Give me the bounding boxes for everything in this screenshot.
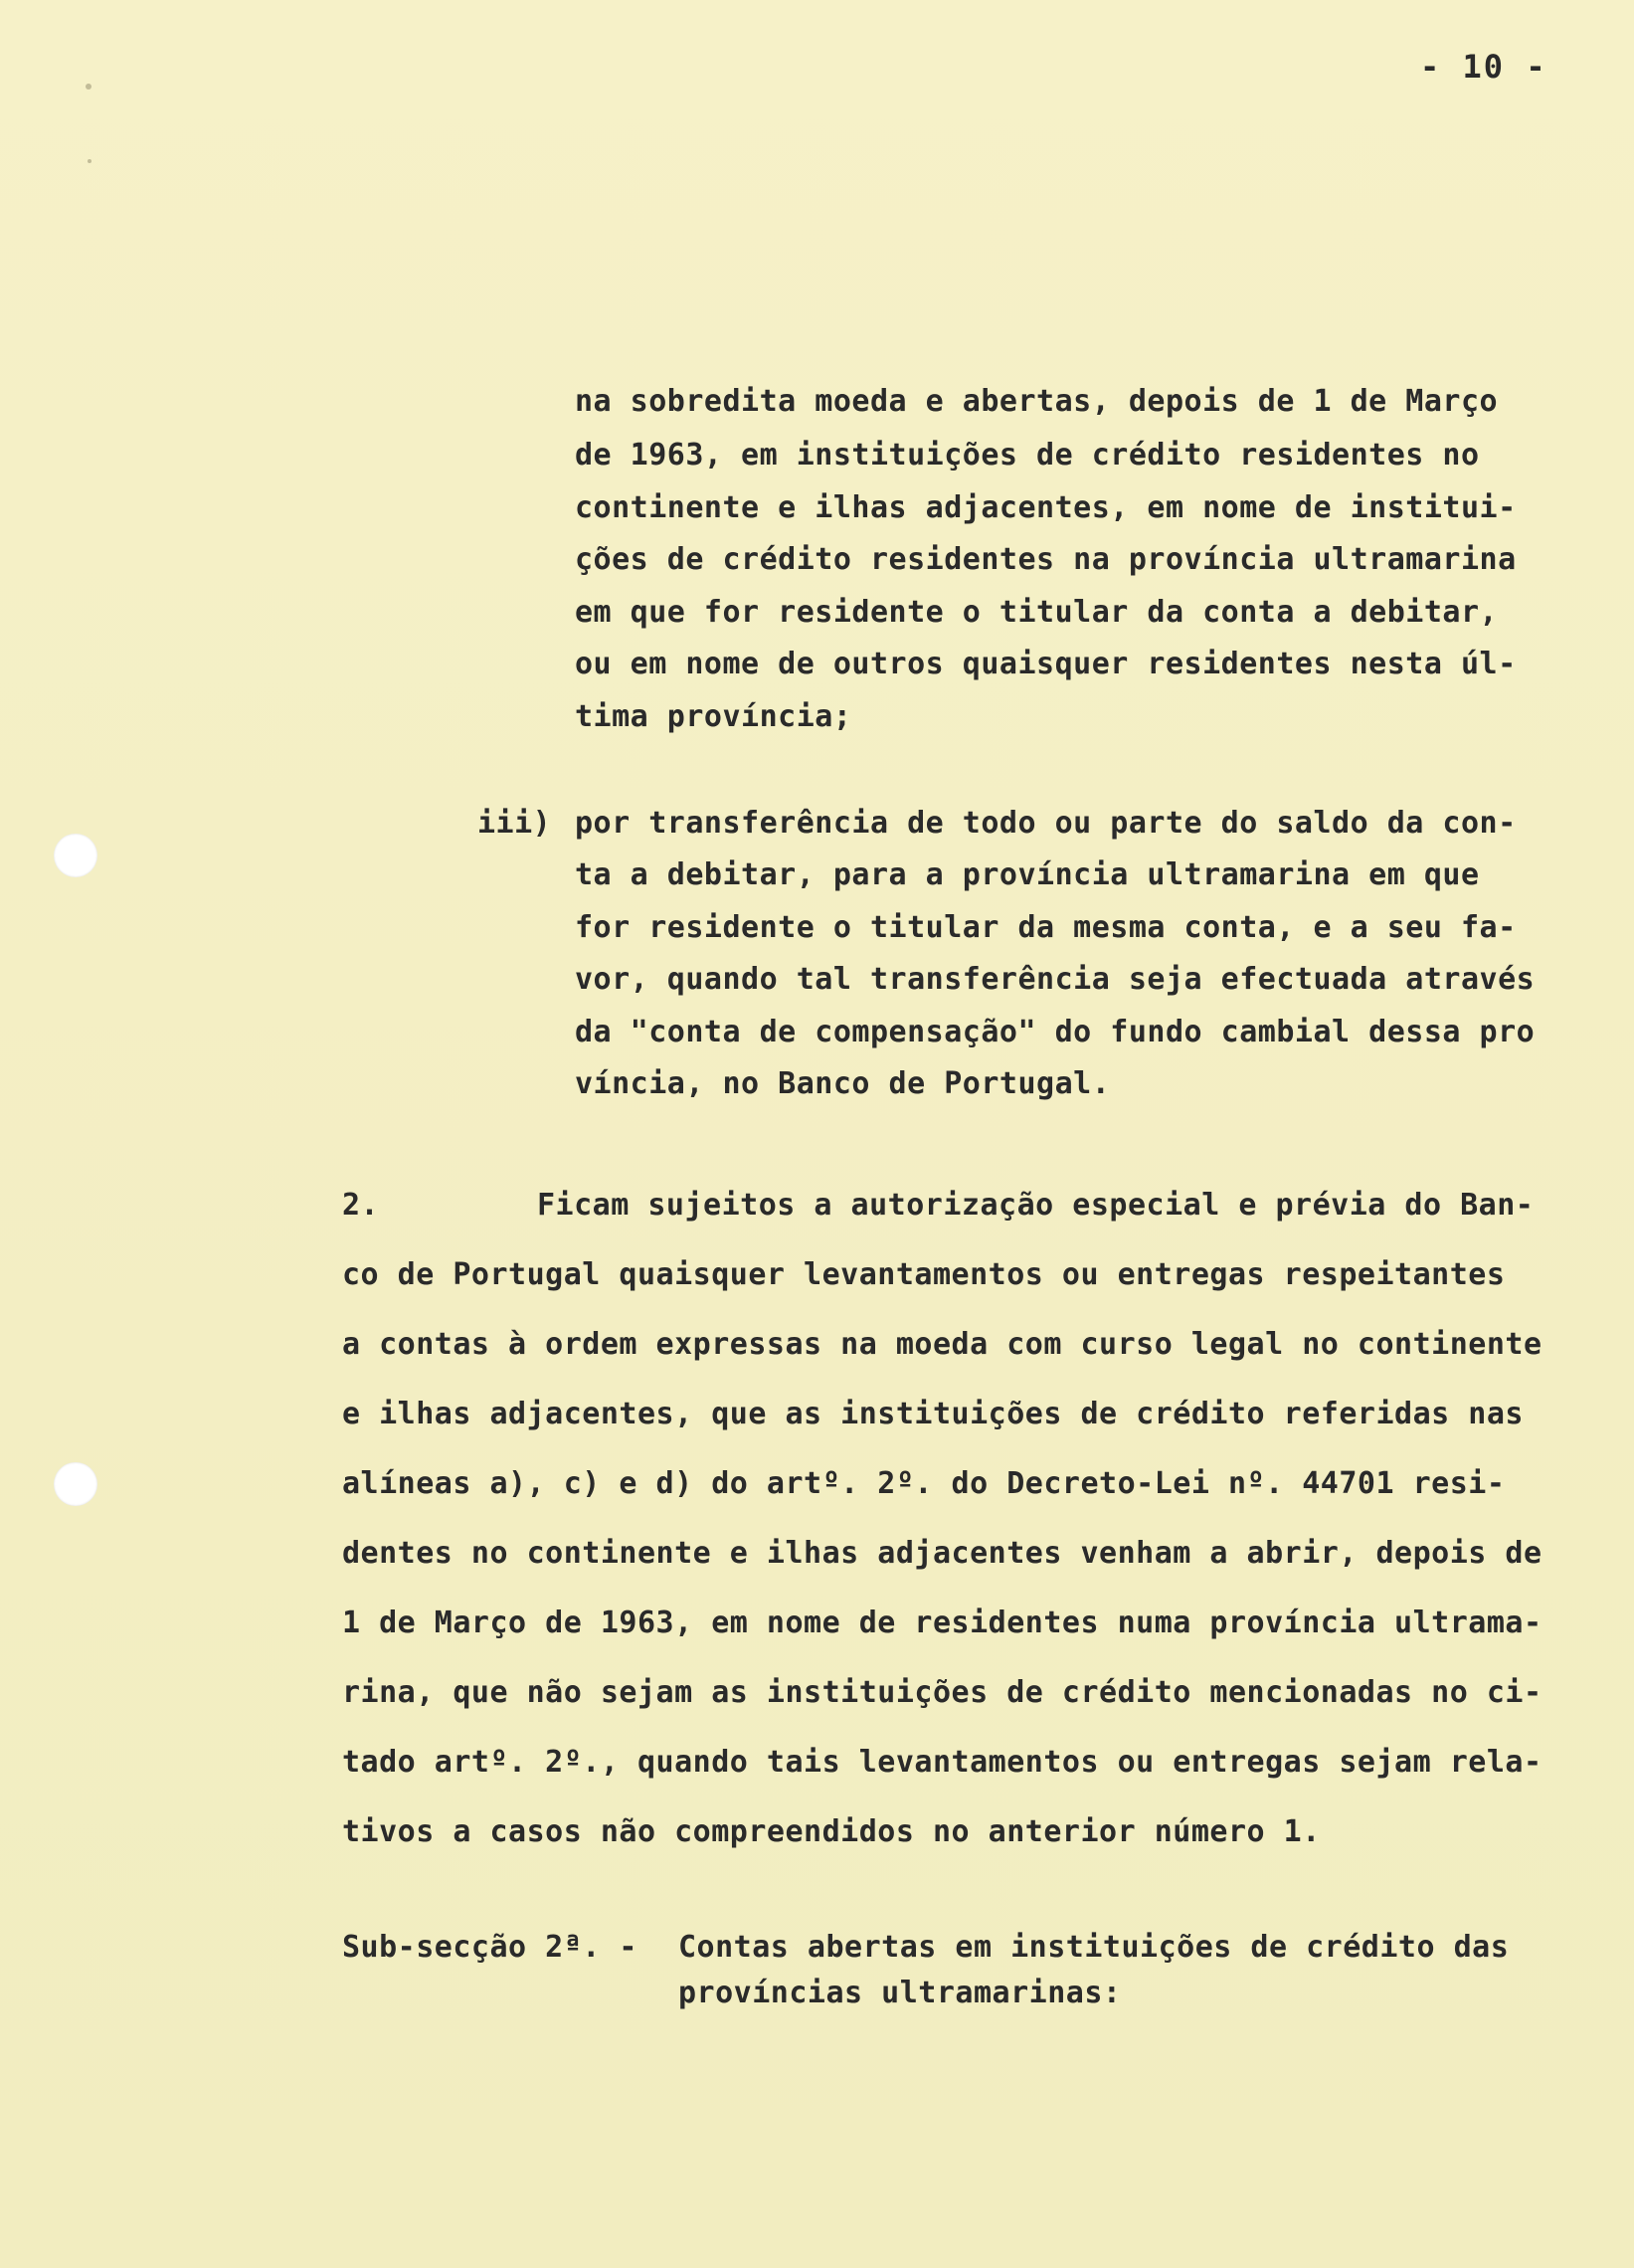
section2-line: co de Portugal quaisquer levantamentos ou entregas respeitantes [342,1257,1506,1292]
punch-hole-top [54,834,97,877]
section2-line: Ficam sujeitos a autorização especial e prévia do Ban- [537,1188,1535,1223]
section2-line: dentes no continente e ilhas adjacentes venham a abrir, depois de [342,1536,1543,1571]
block1-line: ções de crédito residentes na província ultramarina [575,542,1517,577]
paper-speck [88,159,91,163]
item-iii-line: da "conta de compensação" do fundo cambial dessa pro [575,1015,1536,1049]
section2-number: 2. [342,1188,380,1223]
section2-line: tado artº. 2º., quando tais levantamentos ou entregas sejam rela- [342,1745,1543,1780]
section2-line: e ilhas adjacentes, que as instituições de crédito referidas nas [342,1397,1524,1431]
item-iii-line: for residente o titular da mesma conta, e a seu fa- [575,910,1517,945]
punch-hole-bottom [54,1462,97,1506]
subsection-title: províncias ultramarinas: [678,1976,1122,2010]
section2-line: a contas à ordem expressas na moeda com curso legal no continente [342,1327,1543,1362]
item-iii-line: víncia, no Banco de Portugal. [575,1066,1111,1101]
item-iii-line: ta a debitar, para a província ultramarina em que [575,857,1480,892]
section2-line: tivos a casos não compreendidos no anterior número 1. [342,1814,1321,1849]
block1-line: de 1963, em instituições de crédito residentes no [575,438,1480,472]
paper-speck [86,84,91,90]
subsection-title: Contas abertas em instituições de crédito das [678,1930,1510,1965]
block1-line: tima província; [575,699,852,734]
block1-line: continente e ilhas adjacentes, em nome de institui- [575,490,1517,525]
block1-line: ou em nome de outros quaisquer residentes nesta úl- [575,647,1517,681]
section2-line: alíneas a), c) e d) do artº. 2º. do Decreto-Lei nº. 44701 resi- [342,1466,1506,1501]
block1-line: na sobredita moeda e abertas, depois de 1 de Março [575,384,1499,419]
section2-line: rina, que não sejam as instituições de crédito mencionadas no ci- [342,1675,1543,1710]
item-iii-marker: iii) [477,806,552,841]
subsection-label: Sub-secção 2ª. - [342,1930,637,1965]
page-number: - 10 - [1420,48,1547,86]
item-iii-line: por transferência de todo ou parte do saldo da con- [575,806,1517,841]
item-iii-line: vor, quando tal transferência seja efectuada através [575,962,1536,997]
section2-line: 1 de Março de 1963, em nome de residentes numa província ultrama- [342,1606,1543,1640]
block1-line: em que for residente o titular da conta a debitar, [575,595,1499,630]
